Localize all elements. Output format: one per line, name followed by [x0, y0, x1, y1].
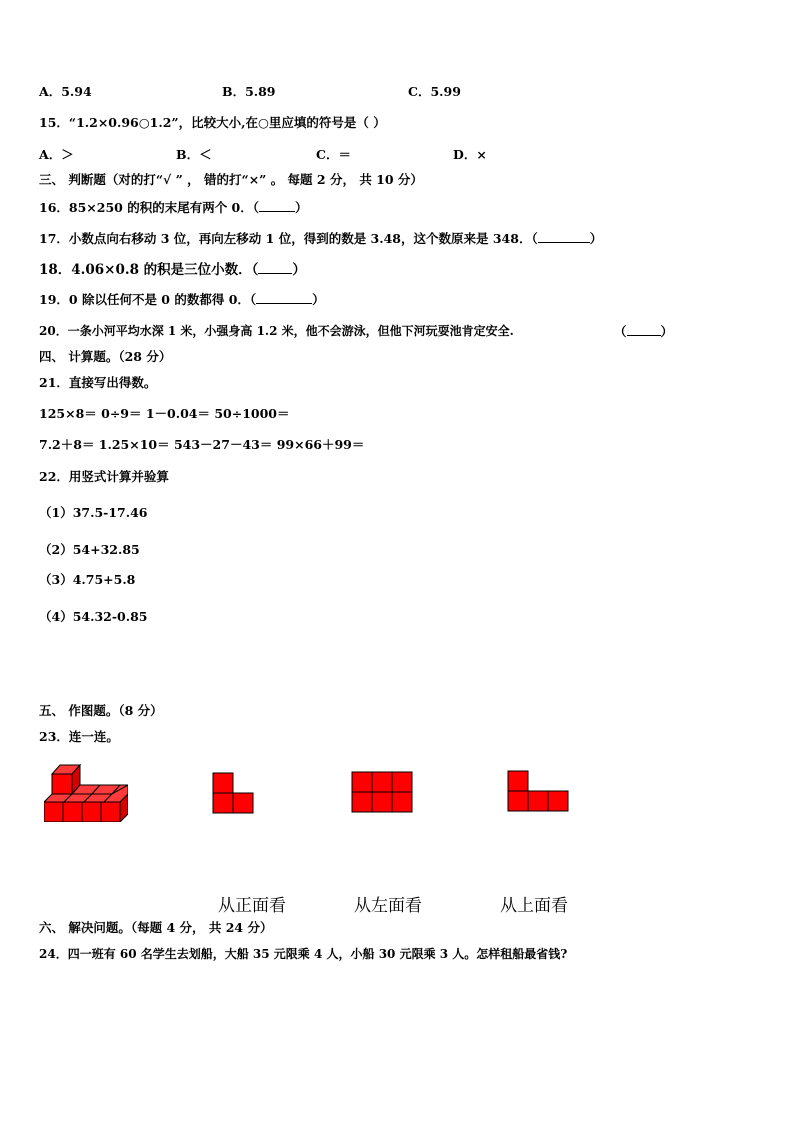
q23-question: 23．连一连。 [39, 729, 119, 744]
q18-answer-blank[interactable] [258, 261, 292, 274]
label-left-view: 从左面看 [354, 896, 422, 916]
cube-solid-figure [44, 760, 128, 822]
view-square [352, 792, 372, 812]
q18-paren-open: （ [251, 262, 259, 278]
view-square [352, 772, 372, 792]
q20-paren-close: ） [660, 324, 674, 339]
q18-text: 18．4.06×0.8 的积是三位小数． [39, 262, 252, 278]
q16-question [39, 199, 308, 216]
q15-option-b: B．＜ [176, 147, 212, 162]
view-square [213, 793, 233, 813]
view-square [372, 792, 392, 812]
cube-front-face [63, 802, 82, 822]
q22-item-4: （4）54.32-0.85 [39, 609, 148, 624]
q14-option-c: C．5.99 [408, 84, 461, 99]
cube-front-face [82, 802, 101, 822]
cube-front-face [52, 774, 72, 794]
q15-option-a: A．＞ [39, 147, 74, 162]
q20-answer-blank[interactable] [627, 323, 661, 336]
view-square [392, 772, 412, 792]
view-shape-b [351, 771, 415, 815]
view-shape-a [212, 772, 256, 816]
cube-front-face [44, 802, 63, 822]
section-3-heading: 三、 判断题（对的打“√ ” ， 错的打“×” 。 每题 2 分， 共 10 分） [39, 172, 423, 187]
q21-question: 21．直接写出得数。 [39, 375, 157, 390]
view-square [508, 771, 528, 791]
q24-question: 24．四一班有 60 名学生去划船，大船 35 元限乘 4 人，小船 30 元限乘 3 人。怎样租船最省钱? [39, 947, 568, 961]
q16-answer-blank[interactable] [259, 199, 295, 212]
view-square [392, 792, 412, 812]
q22-item-2: （2）54+32.85 [39, 542, 140, 557]
q18-question [39, 261, 306, 278]
cube-front-face [101, 802, 120, 822]
q19-paren-close: ） [312, 292, 325, 307]
q22-item-3: （3）4.75+5.8 [39, 572, 136, 587]
q15-question: 15．“1.2×0.96○1.2”，比较大小,在○里应填的符号是（ ） [39, 115, 386, 130]
view-square [372, 772, 392, 792]
view-square [548, 791, 568, 811]
q19-text: 19．0 除以任何不是 0 的数都得 0． [39, 292, 250, 307]
section-4-heading: 四、 计算题。（28 分） [39, 349, 172, 364]
q17-paren-open: （ [531, 231, 538, 246]
q15-option-d: D．× [453, 147, 487, 162]
q15-option-c: C．＝ [316, 147, 351, 162]
q19-answer-blank[interactable] [256, 291, 312, 304]
section-6-heading: 六、 解决问题。（每题 4 分， 共 24 分） [39, 920, 273, 935]
q20-paren-open: （ [614, 324, 627, 339]
q14-option-b: B．5.89 [222, 84, 276, 99]
q17-text: 17．小数点向右移动 3 位，再向左移动 1 位，得到的数是 3.48，这个数原来是 348． [39, 231, 532, 246]
view-square [508, 791, 528, 811]
q22-item-1: （1）37.5-17.46 [39, 505, 148, 520]
q20-answer [614, 323, 673, 340]
q19-question [39, 291, 325, 308]
q16-text: 16．85×250 的积的末尾有两个 0． [39, 200, 253, 215]
label-top-view: 从上面看 [500, 896, 568, 916]
q14-option-a: A．5.94 [39, 84, 92, 99]
q16-paren-close: ） [295, 200, 308, 215]
q19-paren-open: （ [249, 292, 257, 307]
q16-paren-open: （ [252, 200, 260, 215]
q22-question: 22．用竖式计算并验算 [39, 469, 169, 484]
section-5-heading: 五、 作图题。（8 分） [39, 703, 163, 718]
q17-paren-close: ） [589, 231, 603, 246]
q21-row-1: 125×8＝ 0÷9＝ 1－0.04＝ 50÷1000＝ [39, 406, 290, 421]
view-square [213, 773, 233, 793]
view-shape-c [507, 770, 571, 814]
q17-question [39, 230, 602, 247]
q18-paren-close: ） [292, 262, 306, 278]
q21-row-2: 7.2＋8＝ 1.25×10＝ 543－27－43＝ 99×66＋99＝ [39, 437, 365, 452]
q20-question: 20．一条小河平均水深 1 米，小强身高 1.2 米，他不会游泳，但他下河玩耍池肯定安全. [39, 324, 514, 338]
view-square [528, 791, 548, 811]
q17-answer-blank[interactable] [538, 230, 590, 243]
label-front-view: 从正面看 [218, 896, 286, 916]
view-square [233, 793, 253, 813]
